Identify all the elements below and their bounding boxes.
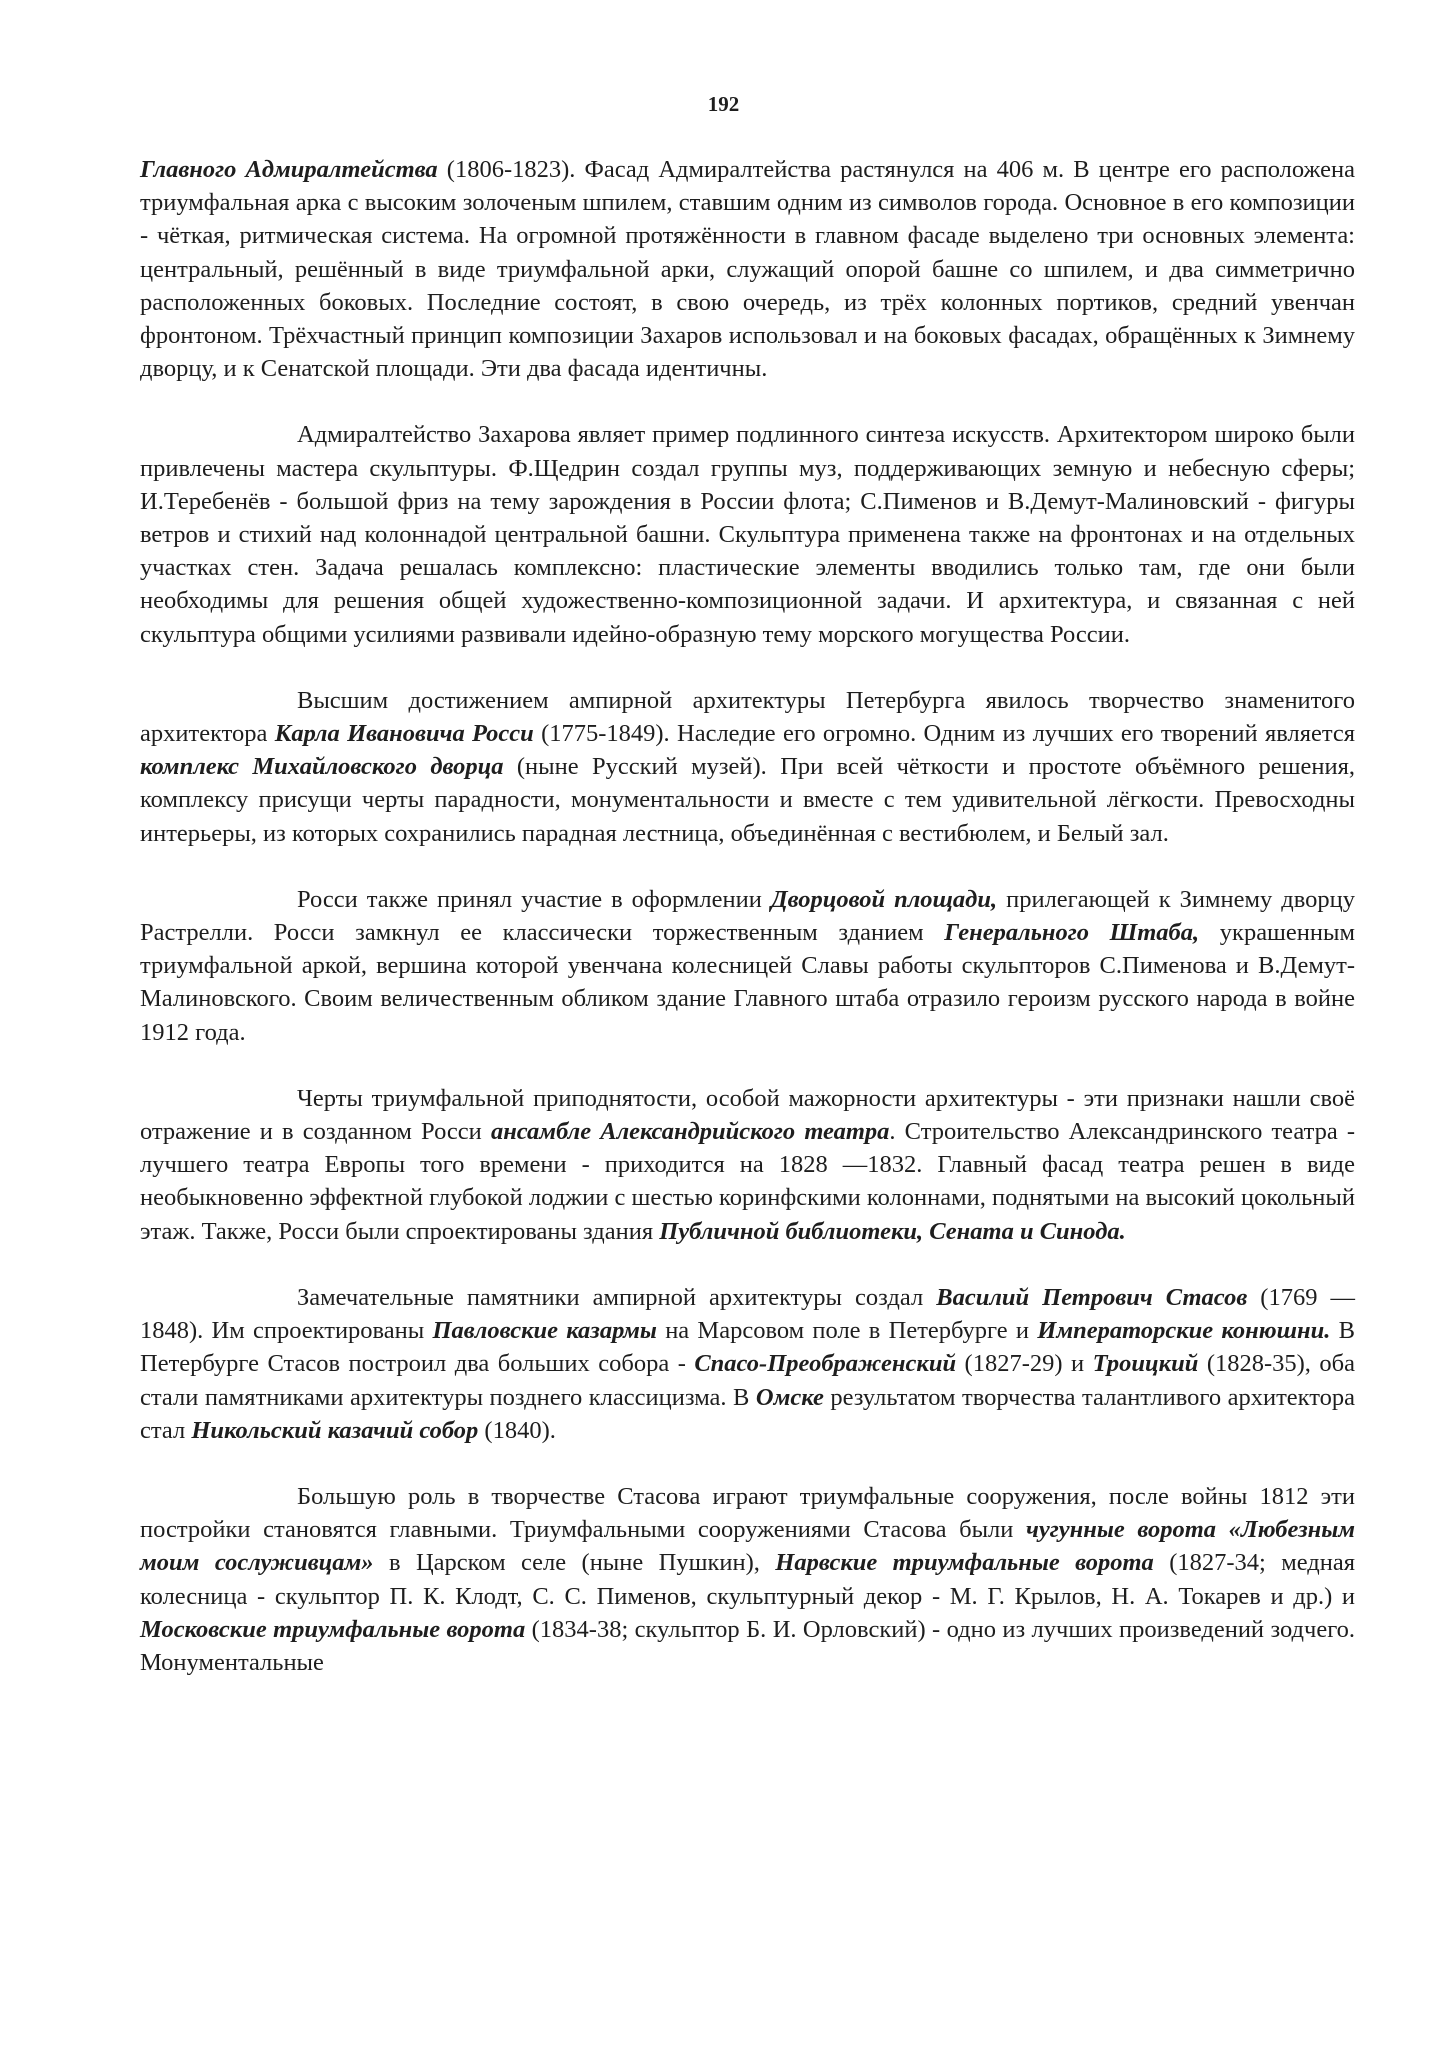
- text-run: Адмиралтейство Захарова являет пример подлинного синтеза искусств. Архитектором широко были привлечены мастера скульптуры. Ф.Щедрин создал группы муз, поддерживающих земную и небесную сферы; И.Теребенёв - большой фриз на тему зарождения в России флота; С.Пименов и В.Демут-Малиновский - фигуры ветров и стихий над колоннадой центральной башни. Скульптура применена также на фронтонах и на отдельных участках стен. Задача решалась комплексно: пластические элементы вводились только там, где они были необходимы для решения общей художественно-композиционной задачи. И архитектура, и связанная с ней скульптура общими усилиями развивали идейно-образную тему морского могущества России.: [140, 421, 1355, 648]
- text-run: Большую роль в творчестве Стасова играют триумфальные сооружения, после войны 1812 эти постройки становятся главными. Триумфальными сооружениями Стасова были: [140, 1482, 1355, 1544]
- emphasized-text: Московские триумфальные ворота: [140, 1615, 526, 1643]
- text-run: В Петербурге Стасов построил два больших собора -: [140, 1317, 1356, 1378]
- paragraph: [140, 684, 1355, 850]
- page-number: 192: [707, 92, 740, 116]
- text-run: Росси также принял участие в оформлении: [297, 885, 771, 913]
- emphasized-text: Спасо-Преображенский: [694, 1350, 957, 1378]
- emphasized-text: Императорские конюшни.: [1037, 1317, 1331, 1345]
- paragraph: [140, 883, 1355, 1049]
- emphasized-text: Василий Петрович Стасов: [936, 1283, 1248, 1311]
- text-run: Замечательные памятники ампирной архитектуры создал: [297, 1283, 937, 1311]
- paragraph: [140, 1480, 1355, 1679]
- paragraph: [140, 153, 1355, 385]
- paragraph: [140, 418, 1355, 650]
- text-run: (ныне Русский музей). При всей чёткости и простоте объёмного решения, комплексу присущи черты парадности, монументальности и вместе с тем удивительной лёгкости. Превосходны интерьеры, из которых сохранились парадная лестница, объединённая с вестибюлем, и Белый зал.: [140, 753, 1356, 847]
- text-run: Черты триумфальной приподнятости, особой мажорности архитектуры - эти признаки нашли своё отражение и в созданном Росси: [140, 1084, 1355, 1146]
- emphasized-text: Троицкий: [1092, 1350, 1199, 1378]
- text-run: Высшим достижением ампирной архитектуры Петербурга явилось творчество знаменитого архитектора: [140, 686, 1355, 748]
- text-run: (1806-1823). Фасад Адмиралтейства растянулся на 406 м. В центре его расположена триумфальная арка с высоким золоченым шпилем, ставшим одним из символов города. Основное в его композиции - чёткая, ритмическая система. На огромной протяжённости в главном фасаде выделено три основных элемента: центральный, решённый в виде триумфальной арки, служащий опорой башне со шпилем, и два симметрично расположенных боковых. Последние состоят, в свою очередь, из трёх колонных портиков, средний увенчан фронтоном. Трёхчастный принцип композиции Захаров использовал и на боковых фасадах, обращённых к Зимнему дворцу, и к Сенатской площади. Эти два фасада идентичны.: [140, 156, 1355, 383]
- emphasized-text: Главного Адмиралтейства: [140, 156, 438, 183]
- text-run: (1840).: [478, 1416, 556, 1444]
- text-run: на Марсовом поле в Петербурге и: [656, 1317, 1038, 1345]
- paragraph: [140, 1082, 1355, 1248]
- text-run: (1827-34; медная колесница - скульптор П. К. Клодт, С. С. Пименов, скульптурный декор - М. Г. Крылов, Н. А. Токарев и др.) и: [140, 1549, 1355, 1610]
- text-run: (1827-29) и: [956, 1350, 1093, 1378]
- text-run: украшенным триумфальной аркой, вершина которой увенчана колесницей Славы работы скульпторов С.Пименова и В.Демут-Малиновского. Своим величественным обликом здание Главного штаба отразило героизм русского народа в войне 1912 года.: [140, 919, 1355, 1046]
- text-run: в Царском селе (ныне Пушкин),: [373, 1549, 776, 1577]
- emphasized-text: Публичной библиотеки, Сената и Синода.: [659, 1217, 1126, 1245]
- text-run: (1775-1849). Наследие его огромно. Одним из лучших его творений является: [533, 720, 1355, 748]
- text-run: прилегающей к Зимнему дворцу Растрелли. Росси замкнул ее классически торжественным зданием: [140, 885, 1355, 947]
- emphasized-text: чугунные ворота «Любезным моим сослуживцам»: [140, 1516, 1356, 1577]
- text-run: результатом творчества талантливого архитектора стал: [140, 1383, 1355, 1444]
- emphasized-text: Омске: [755, 1383, 824, 1411]
- emphasized-text: Карла Ивановича Росси: [274, 720, 534, 748]
- emphasized-text: ансамбле Александрийского театра: [490, 1118, 890, 1146]
- text-run: . Строительство Александринского театра - лучшего театра Европы того времени - приходится на 1828 —1832. Главный фасад театра решен в виде необыкновенно эффектной глубокой лоджии с шестью коринфскими колоннами, поднятыми на высокий цокольный этаж. Также, Росси были спроектированы здания: [140, 1118, 1355, 1245]
- text-run: (1828-35), оба стали памятниками архитектуры позднего классицизма. В: [140, 1350, 1355, 1411]
- emphasized-text: Никольский казачий собор: [191, 1416, 479, 1444]
- text-run: (1769 — 1848). Им спроектированы: [140, 1283, 1355, 1345]
- body-text: [140, 153, 1355, 1679]
- emphasized-text: Павловские казармы: [432, 1317, 657, 1345]
- emphasized-text: Дворцовой площади,: [770, 885, 998, 913]
- emphasized-text: комплекс Михайловского дворца: [140, 753, 504, 781]
- paragraph: [140, 1281, 1355, 1447]
- emphasized-text: Нарвские триумфальные ворота: [775, 1549, 1154, 1577]
- emphasized-text: Генерального Штаба,: [944, 919, 1200, 947]
- text-run: (1834-38; скульптор Б. И. Орловский) - одно из лучших произведений зодчего. Монументальные: [140, 1615, 1356, 1676]
